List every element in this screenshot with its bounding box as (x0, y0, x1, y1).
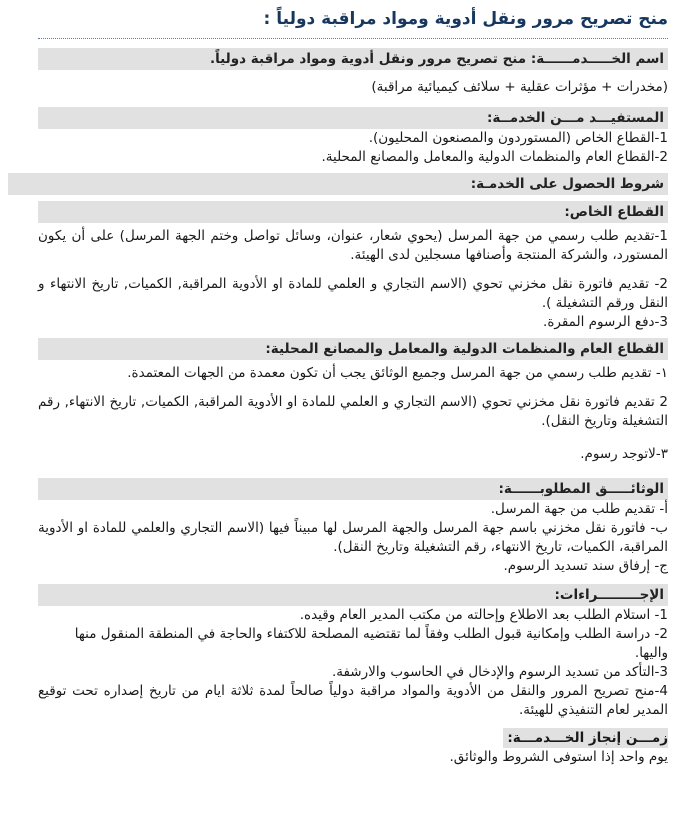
private-sector-heading: القطاع الخاص: (564, 204, 664, 220)
documents-bar (38, 478, 668, 500)
service-name-value: منح تصريح مرور ونقل أدوية ومواد مراقبة دولياً. (209, 51, 527, 67)
document-item: ب- فاتورة نقل مخزني باسم جهة المرسل والجهة المرسل لها مبيناً فيها (الاسم التجاري والعلمي للمادة او الأدوية المراقبة، الكميات، تاريخ الانتهاء، رقم التشغيلة وتاريخ النقل). (38, 520, 668, 555)
procedures-heading: الإجـــــــــراءات: (554, 587, 664, 603)
beneficiaries-heading: المستفيـــد مـــن الخدمــة: (486, 110, 664, 126)
public-condition-item: ٣-لاتوجد رسوم. (580, 446, 668, 462)
private-condition-item: 1-تقديم طلب رسمي من جهة المرسل (يحوي شعار، عنوان، وسائل تواصل وختم الجهة المرسل) على أن يكون المستورد، والشركة المنتجة وأصنافها مسجلين لدى الهيئة. (38, 228, 668, 263)
public-condition-item: 2 تقديم فاتورة نقل مخزني تحوي (الاسم التجاري و العلمي للمادة او الأدوية المراقبة, الكميات, تاريخ الانتهاء, رقم التشغيلة وتاريخ النقل). (38, 394, 668, 429)
procedure-item: 4-منح تصريح المرور والنقل من الأدوية والمواد مراقبة دولياً صالحاً لمدة ثلاثة ايام من تاريخ إصداره تحت توقيع المدير لعام التنفيذي للهيئة. (38, 683, 668, 718)
private-sector-bar (38, 201, 668, 223)
conditions-heading: شروط الحصول على الخدمـة: (470, 176, 664, 192)
private-condition-item: 3-دفع الرسوم المقرة. (543, 314, 668, 330)
service-name-heading: اسم الخـــــدمــــــة: (530, 51, 664, 67)
private-condition-item: 2- تقديم فاتورة نقل مخزني تحوي (الاسم التجاري و العلمي للمادة او الأدوية المراقبة, الكميات, تاريخ الانتهاء و النقل ورقم التشغيلة ). (38, 276, 668, 311)
document-item: أ- تقديم طلب من جهة المرسل. (490, 501, 668, 517)
procedure-item: 1- استلام الطلب بعد الاطلاع وإحالته من مكتب المدير العام وقيده. (299, 607, 668, 623)
page-title: منح تصريح مرور ونقل أدوية ومواد مراقبة دولياً : (263, 9, 668, 29)
duration-value: يوم واحد إذا استوفى الشروط والوثائق. (449, 749, 668, 765)
procedure-item: 2- دراسة الطلب وإمكانية قبول الطلب وفقاً لما تقتضيه المصلحة للاكتفاء والحاجة في المنطقة المنقول منها واليها. (74, 626, 668, 661)
conditions-bar (8, 173, 668, 195)
procedure-item: 3-التأكد من تسديد الرسوم والإدخال في الحاسوب والارشفة. (331, 664, 668, 680)
public-sector-heading: القطاع العام والمنظمات الدولية والمعامل والمصانع المحلية: (265, 341, 664, 357)
title-divider (38, 38, 668, 39)
duration-heading: زمـــن إنجاز الخـــدمـــة: (503, 728, 668, 748)
beneficiaries-bar (38, 107, 668, 129)
public-condition-item: ١- تقديم طلب رسمي من جهة المرسل وجميع الوثائق يجب أن تكون معمدة من الجهات المعتمدة. (127, 365, 668, 381)
document-item: ج- إرفاق سند تسديد الرسوم. (503, 558, 668, 574)
public-sector-bar (38, 338, 668, 360)
beneficiary-item: 1-القطاع الخاص (المستوردون والمصنعون المحليون). (368, 130, 668, 146)
service-name-bar (38, 48, 668, 70)
beneficiary-item: 2-القطاع العام والمنظمات الدولية والمعامل والمصانع المحلية. (321, 149, 668, 165)
documents-heading: الوثائـــــق المطلوبــــــة: (498, 481, 664, 497)
document-content (38, 48, 668, 767)
procedures-bar (38, 584, 668, 606)
service-name-note: (مخدرات + مؤثرات عقلية + سلائف كيميائية مراقبة) (371, 79, 668, 95)
